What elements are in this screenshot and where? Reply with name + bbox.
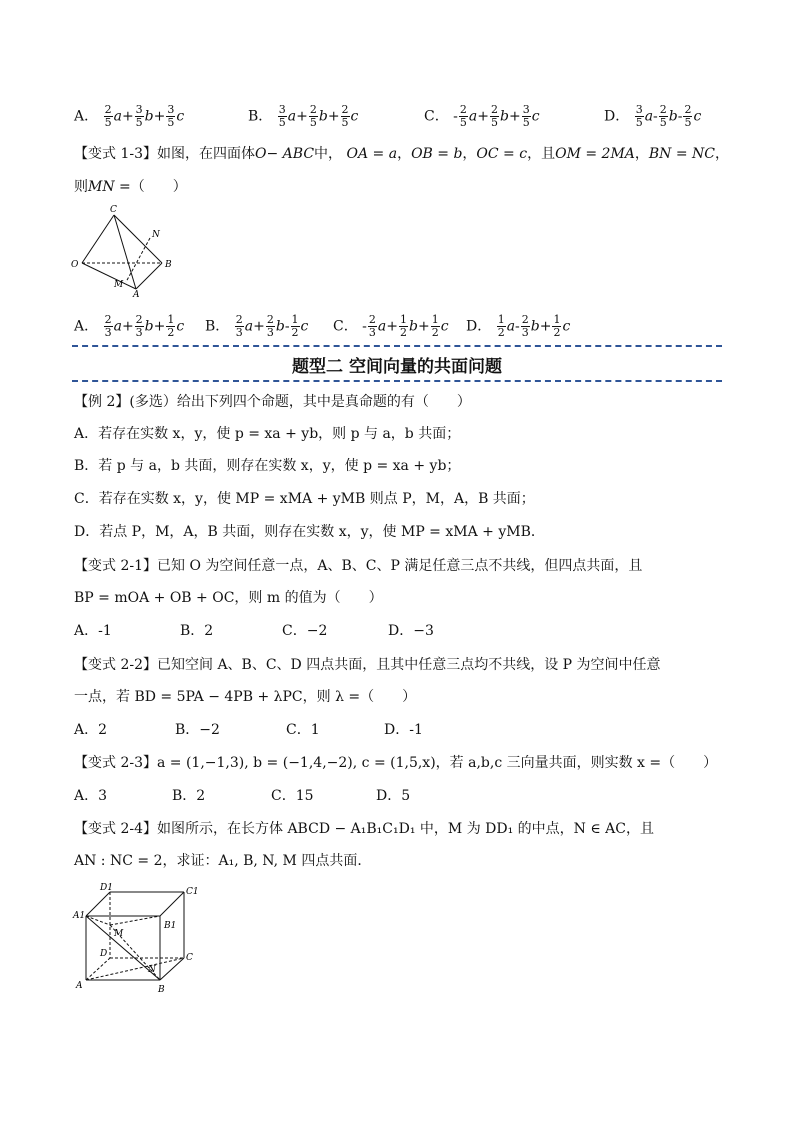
q0-option-b: B． $\frac{3}{5}$ a+ $\frac{2}{5}$ b+ $\frac{2}{5}$ c: [248, 103, 359, 129]
v22-option-d: D．-1: [384, 722, 423, 738]
v23-option-d: D．5: [376, 788, 411, 804]
fig2-label-c1: C1: [186, 887, 199, 897]
tetrahedron-figure: [68, 205, 180, 297]
fig2-label-b: B: [158, 985, 165, 995]
variant-2-3-line1: 【变式 2-3】a = (1,−1,3), b = (−1,4,−2), c = (1,5,x)，若 a,b,c 三向量共面，则实数 x =（ ）: [74, 755, 718, 771]
v21-option-d: D．−3: [388, 623, 434, 639]
fig1-label-a: A: [133, 290, 140, 297]
section-rule-bottom: [72, 380, 722, 382]
v22-option-b: B．−2: [175, 722, 220, 738]
q0-option-a: A． $\frac{2}{5}$ a+ $\frac{3}{5}$ b+ $\frac{3}{5}$ c: [74, 103, 185, 129]
example-2-option-b: B．若 p 与 a，b 共面，则存在实数 x，y，使 p = xa + yb；: [74, 458, 461, 474]
v23-option-c: C．15: [271, 788, 314, 804]
example-2-stem: 【例 2】(多选）给出下列四个命题，其中是真命题的有（ ）: [74, 394, 471, 410]
section-rule-top: [72, 345, 722, 347]
variant-2-1-line2: BP = mOA + OB + OC，则 m 的值为（ ）: [74, 590, 383, 606]
fig1-label-m: M: [114, 280, 124, 290]
variant-2-4-line2: AN : NC = 2，求证：A₁, B, N, M 四点共面．: [74, 853, 372, 869]
variant-2-1-line1: 【变式 2-1】已知 O 为空间任意一点，A、B、C、P 满足任意三点不共线，但四点共面，且: [74, 558, 643, 574]
fig1-label-o: O: [71, 260, 79, 270]
variant-1-3-line1: 【变式 1-3】如图，在四面体O− ABC中， OA = a，OB = b，OC = c，且OM = 2MA，BN = NC，: [74, 146, 730, 162]
fig2-label-a1: A1: [73, 911, 86, 921]
v23-option-b: B．2: [172, 788, 206, 804]
example-2-option-a: A．若存在实数 x，y，使 p = xa + yb，则 p 与 a，b 共面；: [74, 426, 461, 442]
fig2-label-m: M: [114, 929, 124, 939]
variant-2-2-line2: 一点，若 BD = 5PA − 4PB + λPC，则 λ =（ ）: [74, 689, 417, 705]
v21-option-c: C．−2: [282, 623, 328, 639]
v13-option-a: A． $\frac{2}{3}$ a+ $\frac{2}{3}$ b+ $\frac{1}{2}$ c: [74, 313, 185, 339]
example-2-option-c: C．若存在实数 x，y，使 MP = xMA + yMB 则点 P，M，A，B 共面；: [74, 491, 535, 507]
v23-option-a: A．3: [74, 788, 108, 804]
section-title: 题型二 空间向量的共面问题: [292, 357, 502, 377]
cuboid-figure: [72, 880, 206, 996]
example-2-option-d: D．若点 P，M，A，B 共面，则存在实数 x，y，使 MP = xMA + yMB．: [74, 524, 545, 540]
v13-option-b: B． $\frac{2}{3}$ a+ $\frac{2}{3}$ b- $\frac{1}{2}$ c: [205, 313, 309, 339]
q0-option-d: D． $\frac{3}{5}$ a- $\frac{2}{5}$ b- $\frac{2}{5}$ c: [604, 103, 702, 129]
fig1-label-n: N: [152, 230, 160, 240]
fig2-label-d: D: [100, 949, 108, 959]
variant-2-2-line1: 【变式 2-2】已知空间 A、B、C、D 四点共面，且其中任意三点均不共线，设 P 为空间中任意: [74, 657, 661, 673]
fig2-label-n: N: [148, 965, 156, 975]
q0-option-c: C． - $\frac{2}{5}$ a+ $\frac{2}{5}$ b+ $\frac{3}{5}$ c: [424, 103, 540, 129]
variant-2-4-line1: 【变式 2-4】如图所示，在长方体 ABCD − A₁B₁C₁D₁ 中，M 为 DD₁ 的中点，N ∈ AC，且: [74, 821, 654, 837]
v22-option-a: A．2: [74, 722, 108, 738]
fig2-label-d1: D1: [100, 883, 113, 893]
v22-option-c: C．1: [286, 722, 320, 738]
v21-option-a: A．-1: [74, 623, 112, 639]
fig2-label-a: A: [76, 981, 83, 991]
fig2-label-b1: B1: [164, 921, 177, 931]
v13-option-d: D． $\frac{1}{2}$ a- $\frac{2}{3}$ b+ $\frac{1}{2}$ c: [466, 313, 571, 339]
v21-option-b: B．2: [180, 623, 214, 639]
variant-1-3-line2: 则MN =（ ）: [74, 179, 187, 195]
fig1-label-c: C: [110, 205, 117, 215]
fig2-label-c: C: [186, 953, 193, 963]
fig1-label-b: B: [165, 260, 172, 270]
v13-option-c: C． - $\frac{2}{3}$ a+ $\frac{1}{2}$ b+ $\frac{1}{2}$ c: [333, 313, 449, 339]
